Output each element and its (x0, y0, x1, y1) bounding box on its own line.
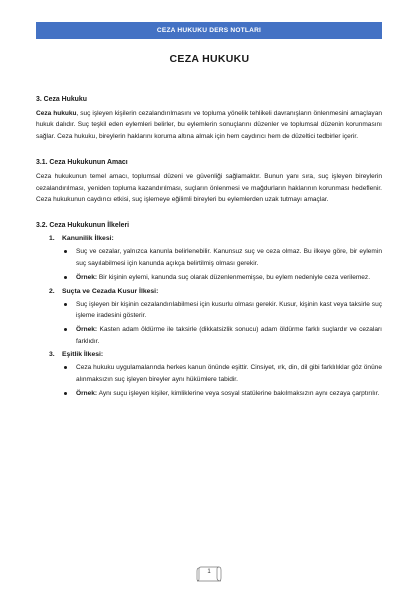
section-paragraph: Ceza hukukunun temel amacı, toplumsal düzeni ve güvenliği sağlamaktır. Bunun yanı sıra, suç işleyen bireylerin cezalandırılması, yeniden topluma kazandırılması, suçların önlenmesi ve mağdurların haklarının korunması hedeflenir. Ceza hukukunun caydırıcı etkisi, suç işlemeye eğilimli bireyleri bu eylemlerden uzak tutmayı amaçlar. (36, 173, 382, 204)
list-item (36, 235, 382, 283)
example-text: Kasten adam öldürme ile taksirle (dikkatsizlik sonucu) adam öldürme farklı suçlardır ve cezaları farklıdır. (76, 326, 382, 345)
example-label: Örnek: (76, 390, 98, 398)
bullet-example (76, 324, 382, 347)
page-footer (196, 565, 222, 583)
list-item (36, 351, 382, 399)
section-heading: 3.1. Ceza Hukukunun Amacı (36, 159, 128, 167)
section-heading: 3.2. Ceza Hukukunun İlkeleri (36, 222, 130, 230)
example-text: Bir kişinin eylemi, kanunda suç olarak düzenlenmemişse, bu eylem nedeniyle ceza verilemez. (97, 274, 371, 282)
list-number: 1. (49, 235, 55, 243)
principles-list (36, 235, 382, 399)
page-number: 1 (207, 569, 211, 575)
section-heading: 3. Ceza Hukuku (36, 96, 87, 103)
bullet-group (36, 246, 382, 283)
list-number: 2. (49, 287, 55, 295)
list-item (36, 288, 382, 348)
bullet-example (76, 272, 382, 283)
list-item-title: Suçta ve Cezada Kusur İlkesi: (62, 287, 159, 295)
section-ceza-hukuku (36, 96, 382, 142)
example-label: Örnek: (76, 326, 98, 334)
bullet-example (76, 388, 382, 399)
example-text: Aynı suçu işleyen kişiler, kimliklerine veya sosyal statülerine bakılmaksızın aynı cezaya çarptırılır. (97, 390, 380, 398)
list-item-title: Kanunilik İlkesi: (62, 235, 114, 243)
list-item-title: Eşitlik İlkesi: (62, 351, 104, 359)
document-title: CEZA HUKUKU (169, 53, 250, 65)
section-paragraph (36, 108, 382, 142)
bullet-description: Ceza hukuku uygulamalarında herkes kanun önünde eşittir. Cinsiyet, ırk, din, dil gibi farklılıklar göz önüne alınmaksızın suç işleyen bireyler aynı hükümlere tabidir. (76, 362, 382, 385)
section-ilkeler (36, 222, 382, 399)
bullet-group (36, 299, 382, 348)
list-number: 3. (49, 351, 55, 359)
bullet-description: Suç ve cezalar, yalnızca kanunla belirlenebilir. Kanunsuz suç ve ceza olmaz. Bu ilkeye göre, bir eylemin suç sayılabilmesi için kanunda açıkça belirtilmiş olması gerekir. (76, 246, 382, 269)
bullet-group (36, 362, 382, 399)
paragraph-text: , suç işleyen kişilerin cezalandırılmasını ve topluma yönelik tehlikeli davranışların önlenmesini amaçlayan hukuk dalıdır. Suç teşkil eden eylemleri belirler, bu eylemlerin sonuçlarını düzenler ve toplumsal düzenin korunmasını sağlar. Ceza hukuku, bireylerin haklarını koruma altına almak için hem caydırıcı hem de düzeltici tedbirler içerir. (36, 110, 382, 140)
lead-term: Ceza hukuku (36, 110, 77, 117)
bullet-description: Suç işleyen bir kişinin cezalandırılabilmesi için kusurlu olması gerekir. Kusur, kişinin kast veya taksirle suç işleme iradesini gösterir. (76, 299, 382, 322)
section-amac (36, 159, 382, 205)
document-body (36, 96, 382, 414)
header-text: CEZA HUKUKU DERS NOTLARI (156, 27, 262, 34)
example-label: Örnek: (76, 274, 98, 282)
header-bar (36, 22, 382, 39)
